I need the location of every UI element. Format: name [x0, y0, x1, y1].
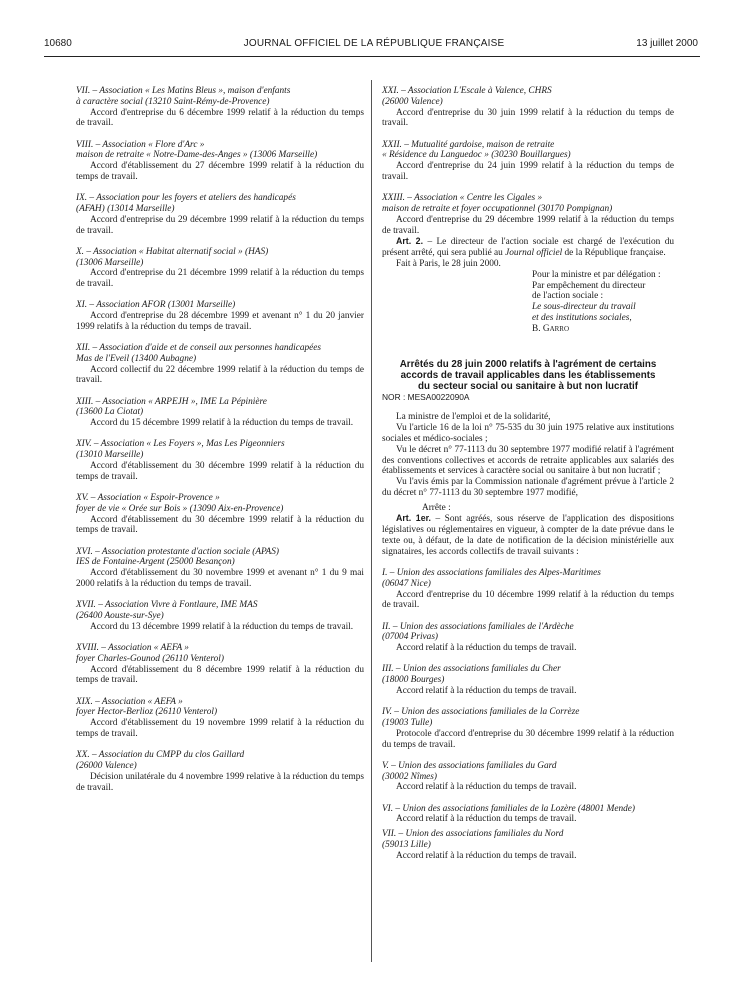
entry-title: (13006 Marseille)	[76, 257, 144, 268]
entry	[76, 600, 364, 632]
signature-line: de l'action sociale :	[532, 291, 604, 302]
entry-title: II. – Union des associations familiales de l'Ardèche	[382, 621, 574, 632]
signature-line: Par empêchement du directeur	[532, 280, 646, 291]
entry-title: XXII. – Mutualité gardoise, maison de retraite	[382, 139, 555, 150]
article-1-label: Art. 1er.	[396, 513, 431, 524]
entry-title: IX. – Association pour les foyers et ateliers des handicapés	[76, 193, 296, 204]
entry-body: Accord relatif à la réduction du temps de travail.	[396, 643, 577, 654]
entry-title: XVI. – Association protestante d'action sociale (APAS)	[76, 546, 279, 557]
entry-body: Accord relatif à la réduction du temps de travail.	[396, 686, 577, 697]
signature-line: Pour la ministre et par délégation :	[532, 269, 661, 280]
signature-line: et des institutions sociales,	[532, 312, 632, 323]
entry	[382, 761, 674, 793]
entry	[76, 86, 364, 129]
entry-title: XVIII. – Association « AEFA »	[76, 642, 189, 653]
entry-body: Accord d'établissement du 30 novembre 1999 et avenant n° 1 du 9 mai 2000 relatifs à la réduction du temps de travail.	[76, 568, 364, 589]
entry-title: foyer de vie « Orée sur Bois » (13090 Aix-en-Provence)	[76, 503, 284, 514]
entry-title: « Résidence du Languedoc » (30230 Bouillargues)	[382, 150, 571, 161]
entry-title: X. – Association « Habitat alternatif social » (HAS)	[76, 246, 269, 257]
entry-body: Accord relatif à la réduction du temps de travail.	[396, 782, 577, 793]
entry-body: Accord relatif à la réduction du temps de travail.	[396, 850, 577, 861]
decree-paragraph: Vu l'article 16 de la loi n° 75-535 du 30 juin 1975 relative aux institutions sociales et médico-sociales ;	[382, 423, 674, 444]
entry-body: Accord d'entreprise du 30 juin 1999 relatif à la réduction du temps de travail.	[382, 107, 674, 129]
entry-title: VII. – Union des associations familiales du Nord	[382, 829, 564, 840]
entry-title: III. – Union des associations familiales du Cher	[382, 664, 561, 675]
entry-body: Accord d'entreprise du 29 décembre 1999 relatif à la réduction du temps de travail.	[382, 214, 674, 236]
entry-title: I. – Union des associations familiales des Alpes-Maritimes	[382, 568, 601, 579]
issue-date: 13 juillet 2000	[636, 38, 698, 49]
entry-title: XX. – Association du CMPP du clos Gaillard	[76, 750, 245, 761]
decree-paragraph: Vu l'avis émis par la Commission nationale d'agrément prévue à l'article 2 du décret n° 77-1113 du 30 septembre 1977 modifié,	[382, 477, 674, 498]
entry	[382, 86, 674, 129]
entry-title: XIV. – Association « Les Foyers », Mas Les Pigeonniers	[76, 439, 285, 450]
entry-title: XIX. – Association « AEFA »	[76, 696, 183, 707]
entry-title: V. – Union des associations familiales du Gard	[382, 760, 557, 771]
entry-title: foyer Hector-Berlioz (26110 Venterol)	[76, 707, 218, 718]
entry-title: (18000 Bourges)	[382, 675, 445, 686]
entry-title: à caractère social (13210 Saint-Rémy-de-Provence)	[76, 96, 270, 107]
entry-title: (26400 Aouste-sur-Sye)	[76, 610, 164, 621]
entry-title: (26000 Valence)	[382, 96, 443, 107]
entry-body: Accord d'établissement du 8 décembre 1999 relatif à la réduction du temps de travail.	[76, 664, 364, 686]
entry-body: Accord d'entreprise du 24 juin 1999 relatif à la réduction du temps de travail.	[382, 161, 674, 182]
right-column	[382, 86, 674, 862]
entry-title: (07004 Privas)	[382, 632, 439, 643]
entry-body: Accord d'établissement du 30 décembre 1999 relatif à la réduction du temps de travail.	[76, 461, 364, 482]
entry	[382, 707, 674, 750]
entry-body: Accord d'entreprise du 10 décembre 1999 relatif à la réduction du temps de travail.	[382, 589, 674, 611]
entry-title: XXIII. – Association « Centre les Cigales »	[382, 193, 543, 204]
nor-reference: NOR : MESA0022090A	[382, 391, 470, 402]
entry-title: (13010 Marseille)	[76, 450, 144, 461]
entry	[76, 439, 364, 482]
entry-body: Accord du 15 décembre 1999 relatif à la réduction du temps de travail.	[90, 418, 354, 429]
entry-title: IV. – Union des associations familiales de la Corrèze	[382, 707, 580, 718]
entry-title: (19003 Tulle)	[382, 718, 433, 728]
entry	[76, 193, 364, 236]
entry	[382, 664, 674, 696]
entry-title: (13600 La Ciotat)	[76, 407, 144, 418]
arrete-label: Arrête :	[422, 502, 451, 513]
entry-title: VIII. – Association « Flore d'Arc »	[76, 139, 205, 150]
decree-heading: Arrêtés du 28 juin 2000 relatifs à l'agrément de certains accords de travail applicables dans les établissements du secteur social ou sanitaire à but non lucratif	[399, 358, 657, 392]
decree-paragraph: Vu le décret n° 77-1113 du 30 septembre 1977 modifié relatif à l'agrément des conventions collectives et accords de retraite applicables aux salariés des établissements et services à caractère social ou sanitaire à but non lucratif ;	[382, 444, 674, 477]
entry-body: Accord d'entreprise du 29 décembre 1999 relatif à la réduction du temps de travail.	[76, 214, 364, 236]
entry-title: XVII. – Association Vivre à Fontlaure, IME MAS	[76, 600, 258, 611]
entry	[76, 750, 364, 793]
done-at: Fait à Paris, le 28 juin 2000.	[396, 258, 501, 269]
entry-title: maison de retraite et foyer occupationnel (30170 Pompignan)	[382, 203, 613, 214]
entry-title: (AFAH) (13014 Marseille)	[76, 203, 175, 214]
column-divider	[371, 80, 372, 962]
entry-body: Accord relatif à la réduction du temps de travail.	[396, 814, 577, 825]
entry-body: Accord d'établissement du 19 novembre 1999 relatif à la réduction du temps de travail.	[76, 718, 364, 739]
entry	[76, 643, 364, 686]
decree-paragraph: La ministre de l'emploi et de la solidarité,	[396, 412, 551, 423]
entry	[76, 547, 364, 590]
entry	[382, 568, 674, 611]
journal-title: JOURNAL OFFICIEL DE LA RÉPUBLIQUE FRANÇAISE	[243, 38, 505, 49]
page-number: 10680	[44, 38, 72, 49]
entry-body: Décision unilatérale du 4 novembre 1999 relative à la réduction du temps de travail.	[76, 771, 364, 793]
entry-body: Accord d'entreprise du 21 décembre 1999 relatif à la réduction du temps de travail.	[76, 268, 364, 290]
entry-body: Accord d'établissement du 27 décembre 1999 relatif à la réduction du temps de travail.	[76, 161, 364, 182]
entry-body: Accord du 13 décembre 1999 relatif à la réduction du temps de travail.	[90, 621, 354, 632]
entry	[382, 193, 674, 236]
entry-title: XIII. – Association « ARPEJH », IME La Pépinière	[76, 396, 267, 407]
article-2-label: Art. 2.	[396, 236, 424, 247]
entry	[76, 697, 364, 740]
header-rule	[44, 56, 700, 57]
article-1: Art. 1er. – Sont agréés, sous réserve de l'application des dispositions législatives ou réglementaires en vigueur, à compter de la date prévue dans le texte ou, à défaut, de la date de notification de la décision ministérielle aux signataires, les accords collectifs de travail suivants :	[382, 513, 674, 557]
entry-title: XII. – Association d'aide et de conseil aux personnes handicapées	[76, 343, 322, 354]
entry	[76, 140, 364, 183]
entry-title: VI. – Union des associations familiales de la Lozère (48001 Mende)	[382, 803, 635, 814]
entry	[382, 829, 674, 861]
entry	[382, 140, 674, 183]
article-2: Art. 2. – Le directeur de l'action sociale est chargé de l'exécution du présent arrêté, qui sera publié au Journal officiel de la République française.	[382, 236, 675, 259]
entry	[76, 247, 364, 290]
entry	[76, 343, 364, 386]
page-header	[0, 38, 748, 52]
entry-title: (26000 Valence)	[76, 760, 137, 771]
entry-body: Accord d'entreprise du 6 décembre 1999 relatif à la réduction du temps de travail.	[76, 107, 364, 129]
entry-title: (30002 Nîmes)	[382, 771, 438, 782]
entry-title: maison de retraite « Notre-Dame-des-Anges » (13006 Marseille)	[76, 150, 318, 161]
signature-line: Le sous-directeur du travail	[532, 302, 636, 313]
entry-body: Accord d'entreprise du 28 décembre 1999 et avenant n° 1 du 20 janvier 1999 relatifs à la réduction du temps de travail.	[76, 311, 364, 332]
entry-title: foyer Charles-Gounod (26110 Venterol)	[76, 653, 224, 664]
entry-title: (06047 Nice)	[382, 578, 431, 589]
left-column	[76, 86, 364, 793]
entry	[76, 300, 364, 332]
entry-title: XI. – Association AFOR (13001 Marseille)	[76, 300, 236, 311]
entry-body: Accord d'établissement du 30 décembre 1999 relatif à la réduction du temps de travail.	[76, 514, 364, 536]
entry	[76, 397, 364, 429]
entry-title: XV. – Association « Espoir-Provence »	[76, 493, 220, 504]
signatory-name: B. Garro	[532, 323, 570, 334]
entry-body: Protocole d'accord d'entreprise du 30 décembre 1999 relatif à la réduction du temps de travail.	[382, 728, 674, 750]
entry-title: (59013 Lille)	[382, 839, 431, 850]
entry-title: XXI. – Association L'Escale à Valence, CHRS	[382, 86, 552, 96]
entry	[382, 622, 674, 654]
entry-title: Mas de l'Eveil (13400 Aubagne)	[76, 353, 197, 364]
entry	[76, 493, 364, 536]
entry-title: VII. – Association « Les Matins Bleus », maison d'enfants	[76, 86, 291, 96]
entry-title: IES de Fontaine-Argent (25000 Besançon)	[76, 557, 235, 568]
entry-body: Accord collectif du 22 décembre 1999 relatif à la réduction du temps de travail.	[76, 364, 364, 386]
entry	[382, 804, 674, 826]
